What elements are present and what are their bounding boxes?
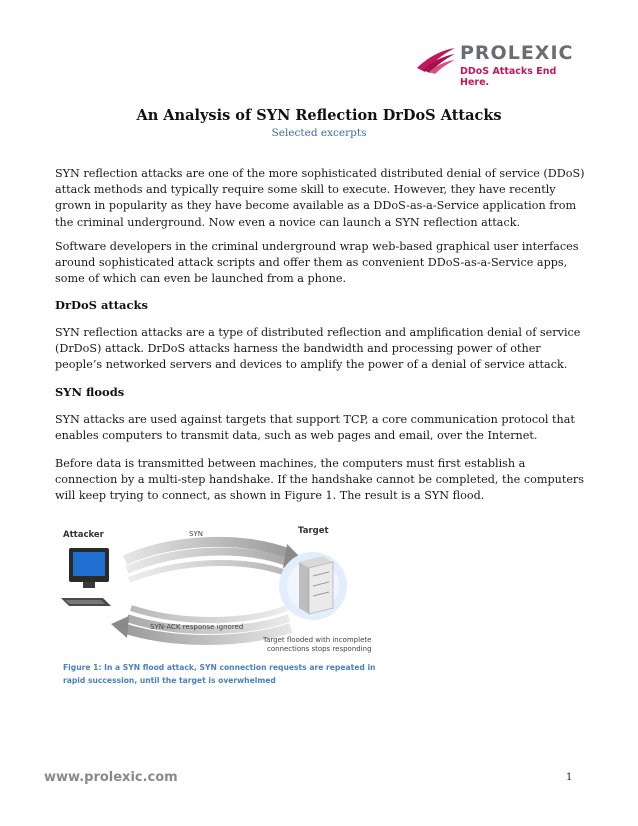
syn-flood-diagram bbox=[55, 520, 385, 660]
target-label: Target bbox=[298, 526, 329, 536]
target-server-icon bbox=[279, 552, 347, 620]
logo-brand-name: PROLEXIC bbox=[460, 42, 574, 64]
prolexic-swoosh-icon bbox=[413, 40, 457, 80]
synack-label: SYN-ACK response ignored bbox=[150, 623, 244, 631]
footer-url[interactable]: www.prolexic.com bbox=[44, 770, 178, 785]
page-number: 1 bbox=[566, 772, 573, 783]
syn-label: SYN bbox=[189, 530, 203, 538]
syn-arrows bbox=[125, 542, 303, 580]
heading-syn-floods: SYN floods bbox=[55, 385, 125, 399]
target-note-line2: connections stops responding bbox=[267, 645, 372, 653]
attacker-computer-icon bbox=[61, 548, 111, 606]
document-subtitle: Selected excerpts bbox=[271, 127, 367, 139]
paragraph-syn-attacks: SYN attacks are used against targets that support TCP, a core communication protocol that enables computers to transmit data, such as web pages and email, over the Internet. bbox=[55, 413, 575, 443]
logo-tagline: DDoS Attacks End Here. bbox=[460, 66, 557, 88]
figure-caption-line1: Figure 1: In a SYN flood attack, SYN connection requests are repeated in bbox=[63, 663, 376, 672]
paragraph-developers: Software developers in the criminal underground wrap web-based graphical user interfaces around sophisticated attack scripts and offer them as convenient DDoS-as-a-Service apps, some of which can even be launched from a phone. bbox=[55, 240, 579, 286]
paragraph-intro: SYN reflection attacks are one of the more sophisticated distributed denial of service (DDoS) attack methods and typically require some skill to execute. However, they have recently grown in popularity as they have become available as a DDoS-as-a-Service application from the criminal underground. Now even a novice can launch a SYN reflection attack. bbox=[55, 167, 585, 229]
prolexic-logo bbox=[413, 40, 574, 88]
paragraph-drdos: SYN reflection attacks are a type of distributed reflection and amplification denial of service (DrDoS) attack. DrDoS attacks harness the bandwidth and processing power of other people’s networked servers and devices to amplify the power of a denial of service attack. bbox=[55, 326, 581, 372]
document-title: An Analysis of SYN Reflection DrDoS Attacks bbox=[136, 107, 502, 124]
paragraph-handshake: Before data is transmitted between machines, the computers must first establish a connection by a multi-step handshake. If the handshake cannot be completed, the computers will keep trying to connect, as shown in Figure 1. The result is a SYN flood. bbox=[55, 457, 585, 503]
figure-caption bbox=[63, 662, 393, 687]
attacker-label: Attacker bbox=[63, 530, 104, 540]
figure-caption-line2: rapid succession, until the target is overwhelmed bbox=[63, 675, 276, 685]
target-note-line1: Target flooded with incomplete bbox=[263, 636, 372, 644]
heading-drdos-attacks: DrDoS attacks bbox=[55, 298, 148, 312]
